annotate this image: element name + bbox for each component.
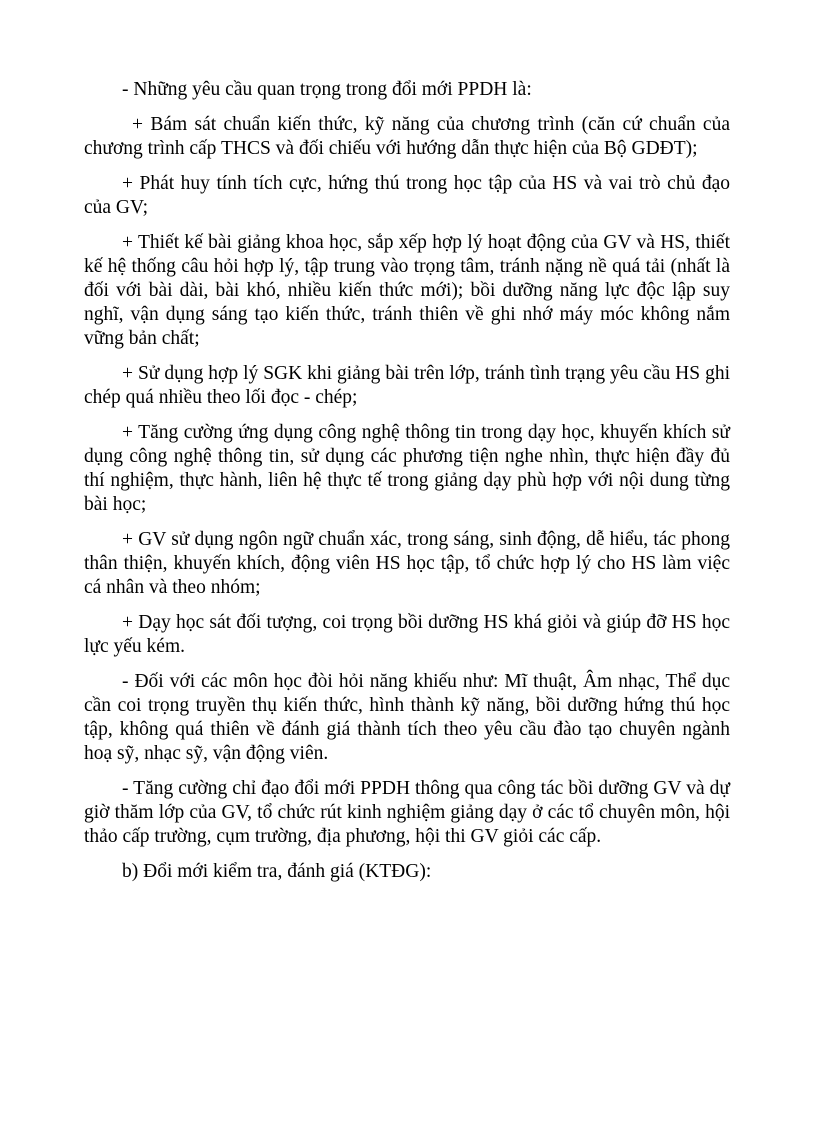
paragraph-lesson-design: + Thiết kế bài giảng khoa học, sắp xếp hợp lý hoạt động của GV và HS, thiết kế hệ thống câu hỏi hợp lý, tập trung vào trọng tâm, tránh nặng nề quá tải (nhất là đối với bài dài, bài khó, nhiều kiến thức mới); bồi dưỡng năng lực độc lập suy nghĩ, vận dụng sáng tạo kiến thức, tránh thiên về ghi nhớ máy móc không nắm vững bản chất; (84, 232, 730, 349)
paragraph-teacher-language: + GV sử dụng ngôn ngữ chuẩn xác, trong sáng, sinh động, dễ hiểu, tác phong thân thiện, khuyến khích, động viên HS học tập, tổ chức hợp lý cho HS làm việc cá nhân và theo nhóm; (84, 529, 730, 598)
document-page (84, 78, 730, 895)
paragraph-it-application: + Tăng cường ứng dụng công nghệ thông tin trong dạy học, khuyến khích sử dụng công nghệ thông tin, sử dụng các phương tiện nghe nhìn, thực hiện đầy đủ thí nghiệm, thực hành, liên hệ thực tế trong giảng dạy phù hợp với nội dung từng bài học; (84, 422, 730, 515)
paragraph-standards: + Bám sát chuẩn kiến thức, kỹ năng của chương trình (căn cứ chuẩn của chương trình cấp THCS và đối chiếu với hướng dẫn thực hiện của Bộ GDĐT); (84, 114, 730, 159)
paragraph-arts-subjects: - Đối với các môn học đòi hỏi năng khiếu như: Mĩ thuật, Âm nhạc, Thể dục cần coi trọng truyền thụ kiến thức, hình thành kỹ năng, bồi dưỡng hứng thú học tập, không quá thiên về đánh giá thành tích theo yêu cầu đào tạo chuyên ngành hoạ sỹ, nhạc sỹ, vận động viên. (84, 671, 730, 764)
paragraph-textbook-use: + Sử dụng hợp lý SGK khi giảng bài trên lớp, tránh tình trạng yêu cầu HS ghi chép quá nhiều theo lối đọc - chép; (84, 363, 730, 408)
paragraph-teacher-training: - Tăng cường chỉ đạo đổi mới PPDH thông qua công tác bồi dưỡng GV và dự giờ thăm lớp của GV, tổ chức rút kinh nghiệm giảng dạy ở các tổ chuyên môn, hội thảo cấp trường, cụm trường, địa phương, hội thi GV giỏi các cấp. (84, 778, 730, 847)
paragraph-activeness: + Phát huy tính tích cực, hứng thú trong học tập của HS và vai trò chủ đạo của GV; (84, 173, 730, 218)
section-heading-assessment: b) Đổi mới kiểm tra, đánh giá (KTĐG): (122, 861, 432, 882)
paragraph-differentiation: + Dạy học sát đối tượng, coi trọng bồi dưỡng HS khá giỏi và giúp đỡ HS học lực yếu kém. (84, 612, 730, 657)
paragraph-requirements-intro: - Những yêu cầu quan trọng trong đổi mới PPDH là: (122, 79, 532, 100)
